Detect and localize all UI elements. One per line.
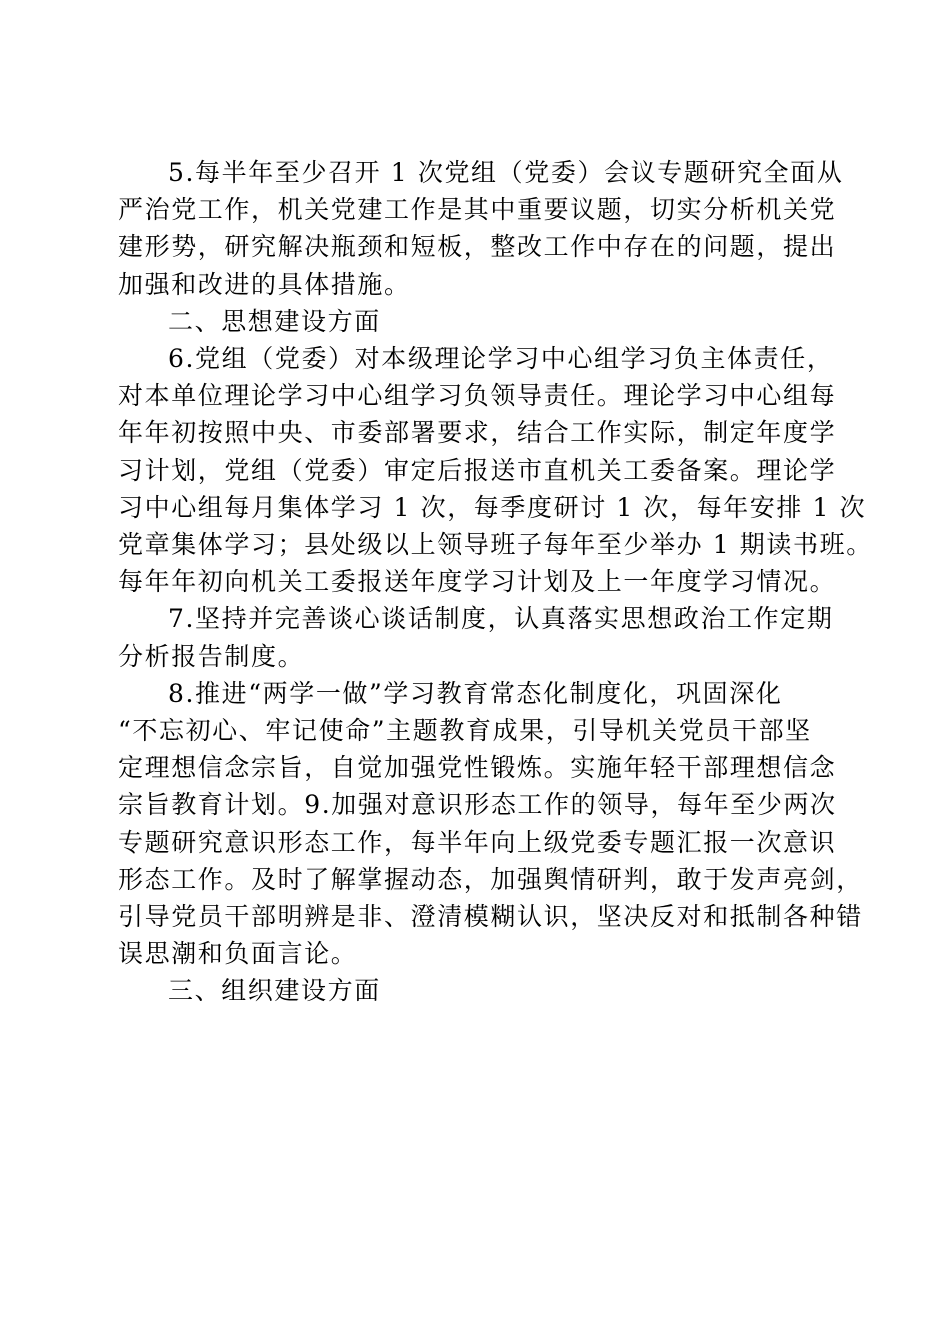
text-line: 对本单位理论学习中心组学习负领导责任。理论学习中心组每 xyxy=(118,381,837,411)
text-line: 误思潮和负面言论。 xyxy=(118,939,358,969)
heading-text: 三、组织建设方面 xyxy=(168,976,381,1006)
text-line: 党章集体学习；县处级以上领导班子每年至少举办 1 期读书班。 xyxy=(118,530,873,560)
text-line: “不忘初心、牢记使命”主题教育成果，引导机关党员干部坚 xyxy=(118,716,812,746)
text-line: 分析报告制度。 xyxy=(118,641,305,671)
text-line: 6.党组（党委）对本级理论学习中心组学习负主体责任， xyxy=(168,344,834,374)
heading-text: 二、思想建设方面 xyxy=(168,306,381,336)
text-line: 严治党工作，机关党建工作是其中重要议题，切实分析机关党 xyxy=(118,195,837,225)
text-line: 习中心组每月集体学习 1 次，每季度研讨 1 次，每年安排 1 次 xyxy=(118,492,867,522)
text-line: 7.坚持并完善谈心谈话制度，认真落实思想政治工作定期 xyxy=(168,604,834,634)
text-line: 习计划，党组（党委）审定后报送市直机关工委备案。理论学 xyxy=(118,455,837,485)
text-line: 形态工作。及时了解掌握动态，加强舆情研判，敢于发声亮剑， xyxy=(118,864,863,894)
paragraph-7 xyxy=(118,600,834,674)
section-heading-2 xyxy=(118,303,818,340)
section-heading-3 xyxy=(118,972,818,1009)
text-line: 每年年初向机关工委报送年度学习计划及上一年度学习情况。 xyxy=(118,567,837,597)
text-line: 加强和改进的具体措施。 xyxy=(118,269,411,299)
paragraph-6 xyxy=(118,340,873,600)
text-line: 专题研究意识形态工作，每半年向上级党委专题汇报一次意识 xyxy=(118,827,837,857)
paragraph-5 xyxy=(118,154,844,303)
text-line: 宗旨教育计划。9.加强对意识形态工作的领导，每年至少两次 xyxy=(118,790,837,820)
document-body xyxy=(118,154,873,1010)
text-line: 5.每半年至少召开 1 次党组（党委）会议专题研究全面从 xyxy=(168,158,844,187)
text-line: 建形势，研究解决瓶颈和短板，整改工作中存在的问题，提出 xyxy=(118,232,837,262)
text-line: 定理想信念宗旨，自觉加强党性锻炼。实施年轻干部理想信念 xyxy=(118,753,837,783)
text-line: 年年初按照中央、市委部署要求，结合工作实际，制定年度学 xyxy=(118,418,837,448)
text-line: 8.推进“两学一做”学习教育常态化制度化，巩固深化 xyxy=(168,678,783,708)
text-line: 引导党员干部明辨是非、澄清模糊认识，坚决反对和抵制各种错 xyxy=(118,902,863,932)
paragraph-8 xyxy=(118,675,863,973)
